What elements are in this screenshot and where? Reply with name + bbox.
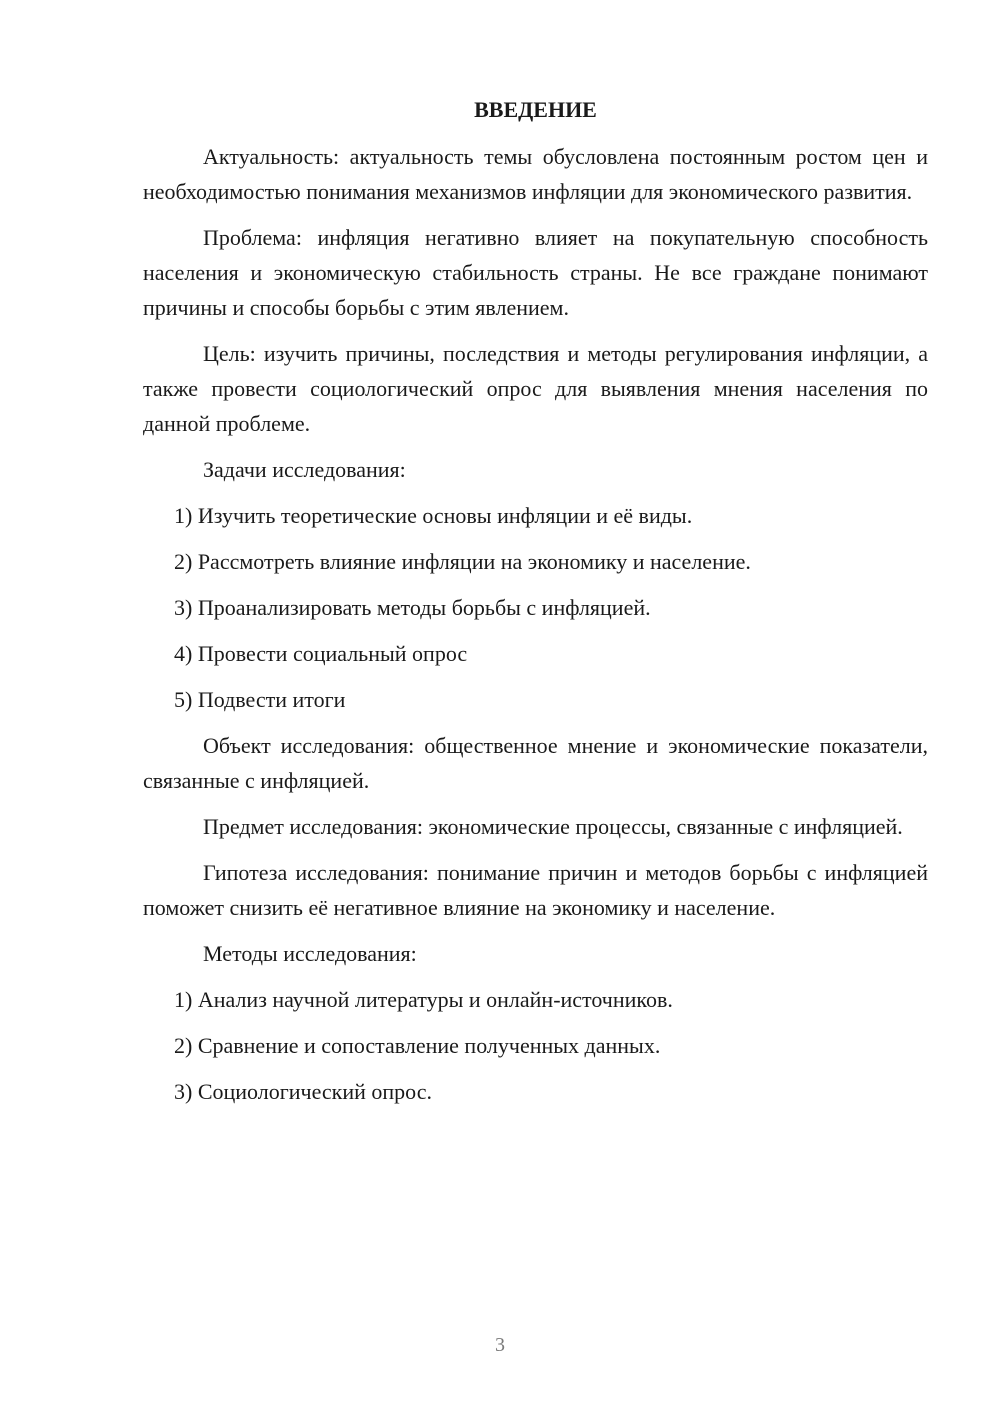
methods-heading: Методы исследования: bbox=[203, 941, 417, 966]
paragraph-object: Объект исследования: общественное мнение и экономические показатели, связанные с инфляцией. bbox=[143, 733, 928, 793]
method-item: 3) Социологический опрос. bbox=[174, 1079, 432, 1104]
paragraph-hypothesis: Гипотеза исследования: понимание причин и методов борьбы с инфляцией поможет снизить её негативное влияние на экономику и население. bbox=[143, 860, 928, 920]
page-content bbox=[143, 90, 928, 1120]
paragraph-relevance: Актуальность: актуальность темы обусловлена постоянным ростом цен и необходимостью понимания механизмов инфляции для экономического развития. bbox=[143, 144, 928, 204]
paragraph-goal: Цель: изучить причины, последствия и методы регулирования инфляции, а также провести социологический опрос для выявления мнения населения по данной проблеме. bbox=[143, 341, 928, 436]
task-item: 3) Проанализировать методы борьбы с инфляцией. bbox=[174, 595, 651, 620]
task-item: 5) Подвести итоги bbox=[174, 687, 346, 712]
paragraph-problem: Проблема: инфляция негативно влияет на покупательную способность населения и экономическую стабильность страны. Не все граждане понимают причины и способы борьбы с этим явлением. bbox=[143, 225, 928, 320]
tasks-heading: Задачи исследования: bbox=[203, 457, 406, 482]
task-item: 4) Провести социальный опрос bbox=[174, 641, 468, 666]
method-item: 1) Анализ научной литературы и онлайн-источников. bbox=[174, 987, 673, 1012]
task-item: 1) Изучить теоретические основы инфляции и её виды. bbox=[174, 503, 693, 528]
page-number: 3 bbox=[495, 1334, 505, 1356]
method-item: 2) Сравнение и сопоставление полученных данных. bbox=[174, 1033, 661, 1058]
task-item: 2) Рассмотреть влияние инфляции на экономику и население. bbox=[174, 549, 751, 574]
paragraph-subject: Предмет исследования: экономические процессы, связанные с инфляцией. bbox=[203, 814, 903, 839]
page-title: ВВЕДЕНИЕ bbox=[474, 97, 597, 122]
